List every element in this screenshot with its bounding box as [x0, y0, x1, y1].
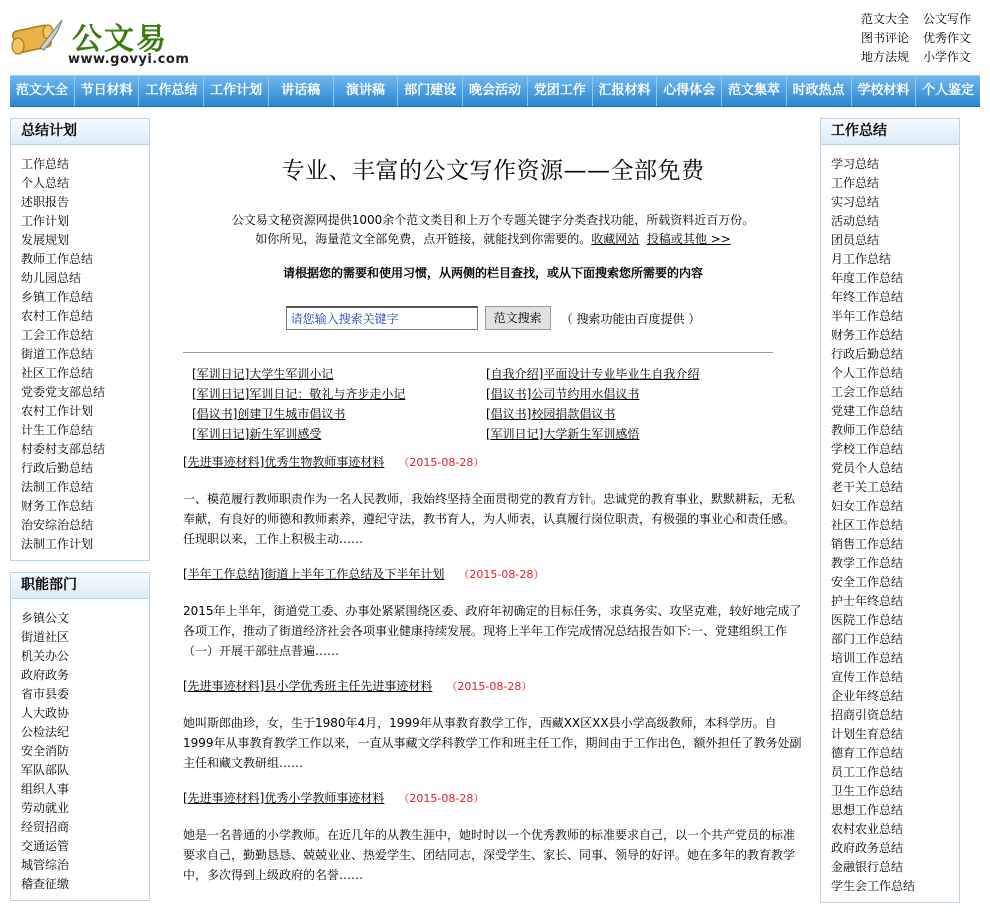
article-title-line [183, 676, 803, 696]
article-title-link[interactable]: 街道上半年工作总结及下半年计划 [264, 567, 445, 581]
sidebar-link[interactable]: 农村工作总结 [21, 309, 94, 323]
featured-title-link[interactable]: 校园捐款倡议书 [531, 407, 616, 421]
sidebar-link[interactable]: 省市县委 [21, 687, 70, 701]
sidebar-link[interactable]: 半年工作总结 [831, 309, 904, 323]
nav-item-wanhui[interactable]: 晚会活动 [463, 76, 528, 106]
sidebar-link[interactable]: 人大政协 [21, 706, 70, 720]
article-date: （2015-08-28） [398, 456, 485, 469]
featured-item [486, 425, 786, 444]
sidebar-link[interactable]: 组织人事 [21, 782, 70, 796]
right-sidebar [820, 118, 960, 914]
nav-item-dangtuan[interactable]: 党团工作 [528, 76, 593, 106]
featured-category-link[interactable]: [倡议书] [192, 407, 238, 421]
sidebar-link[interactable]: 个人工作总结 [831, 366, 904, 380]
top-link[interactable]: 优秀作文 [922, 31, 971, 45]
sidebar-link[interactable]: 治安综治总结 [21, 518, 94, 532]
nav-item-huibao[interactable]: 汇报材料 [593, 76, 658, 106]
sidebar-link[interactable]: 社区工作总结 [831, 518, 904, 532]
box-title: 工作总结 [821, 119, 959, 145]
sidebar-link[interactable]: 劳动就业 [21, 801, 70, 815]
sidebar-link[interactable]: 卫生工作总结 [831, 784, 904, 798]
sidebar-link[interactable]: 农村工作计划 [21, 404, 94, 418]
sidebar-link[interactable]: 宣传工作总结 [831, 670, 904, 684]
sidebar-link[interactable]: 农村农业总结 [831, 822, 904, 836]
featured-item [192, 425, 486, 444]
article-item [183, 452, 803, 549]
sidebar-link[interactable]: 学习总结 [831, 157, 880, 171]
sidebar-link[interactable]: 老干关工总结 [831, 480, 904, 494]
featured-title-link[interactable]: 平面设计专业毕业生自我介绍 [543, 367, 700, 381]
sidebar-link[interactable]: 交通运管 [21, 839, 70, 853]
sidebar-link[interactable]: 员工工作总结 [831, 765, 904, 779]
nav-item-jicui[interactable]: 范文集萃 [722, 76, 787, 106]
top-link[interactable]: 图书评论 [861, 31, 910, 45]
featured-category-link[interactable]: [军训日记] [192, 427, 250, 441]
category-list [821, 145, 959, 902]
sidebar-link[interactable]: 个人总结 [21, 176, 70, 190]
sidebar-link[interactable]: 党建工作总结 [831, 404, 904, 418]
sidebar-link[interactable]: 团员总结 [831, 233, 880, 247]
sidebar-link[interactable]: 军队部队 [21, 763, 70, 777]
article-title-line [183, 452, 803, 472]
nav-item-yanjianggao[interactable]: 演讲稿 [334, 76, 399, 106]
intro-text [183, 211, 803, 249]
box-title: 职能部门 [11, 573, 149, 599]
sidebar-link[interactable]: 行政后勤总结 [831, 347, 904, 361]
brand-name: 公文易 [72, 22, 168, 57]
article-title-link[interactable]: 优秀生物教师事迹材料 [264, 455, 385, 469]
featured-category-link[interactable]: [军训日记] [192, 387, 250, 401]
article-item [183, 564, 803, 661]
sidebar-link[interactable]: 党员个人总结 [831, 461, 904, 475]
sidebar-link[interactable]: 月工作总结 [831, 252, 892, 266]
header [0, 0, 990, 74]
nav-item-gongzuozongjie[interactable]: 工作总结 [139, 76, 204, 106]
sidebar-link[interactable]: 教师工作总结 [21, 252, 94, 266]
sidebar-link[interactable]: 发展规划 [21, 233, 70, 247]
nav-item-fanwendaquan[interactable]: 范文大全 [10, 76, 75, 106]
featured-title-link[interactable]: 大学新生军训感悟 [543, 427, 640, 441]
submit-link[interactable]: 投稿或其他 >> [646, 232, 731, 246]
sidebar-link[interactable]: 学校工作总结 [831, 442, 904, 456]
article-title-line [183, 564, 803, 584]
sidebar-link[interactable]: 财务工作总结 [21, 499, 94, 513]
featured-title-link[interactable]: 创建卫生城市倡议书 [237, 407, 346, 421]
article-category-link[interactable]: [先进事迹材料] [183, 679, 265, 693]
sidebar-link[interactable]: 政府政务总结 [831, 841, 904, 855]
sidebar-link[interactable]: 计划生育总结 [831, 727, 904, 741]
scroll-quill-icon [10, 18, 64, 62]
sidebar-link[interactable]: 安全工作总结 [831, 575, 904, 589]
sidebar-link[interactable]: 法制工作总结 [21, 480, 94, 494]
nav-item-jianding[interactable]: 个人鉴定 [922, 83, 975, 98]
search-instruction: 请根据您的需要和使用习惯，从两侧的栏目查找，或从下面搜索您所需要的内容 [282, 266, 703, 280]
intro-line: 公文易文秘资源网提供1000余个范文类目和上万个专题关键字分类查找功能，所载资料近百万份。 [231, 213, 755, 227]
sidebar-link[interactable]: 工作计划 [21, 214, 70, 228]
top-links-row [861, 48, 971, 67]
top-links-row [861, 10, 971, 29]
article-category-link[interactable]: [先进事迹材料] [183, 791, 265, 805]
top-link[interactable]: 地方法规 [861, 50, 910, 64]
article-category-link[interactable]: [先进事迹材料] [183, 455, 265, 469]
article-summary: 2015年上半年，街道党工委、办事处紧紧围绕区委、政府年初确定的目标任务，求真务实、攻坚克难，较好地完成了各项工作，推动了街道经济社会各项事业健康持续发展。现将上半年工作完成情况总结报告如下:一、党建组织工作（一）开展干部驻点普遍…… [183, 604, 802, 658]
sidebar-link[interactable]: 财务工作总结 [831, 328, 904, 342]
sidebar-link[interactable]: 年度工作总结 [831, 271, 904, 285]
sidebar-link[interactable]: 公检法纪 [21, 725, 70, 739]
sidebar-link[interactable]: 活动总结 [831, 214, 880, 228]
sidebar-link[interactable]: 行政后勤总结 [21, 461, 94, 475]
sidebar-link[interactable]: 计生工作总结 [21, 423, 94, 437]
summary-plan-box [10, 118, 150, 561]
divider [183, 352, 773, 353]
category-list [11, 145, 149, 560]
top-link[interactable]: 公文写作 [922, 12, 971, 26]
sidebar-link[interactable]: 乡镇公文 [21, 611, 70, 625]
featured-title-link[interactable]: 公司节约用水倡议书 [531, 387, 640, 401]
article-summary: 她叫斯郎曲珍，女，生于1980年4月，1999年从事教育教学工作，西藏XX区XX县小学高级教师，本科学历。自1999年从事教育教学工作以来，一直从事藏文学科教学工作和班主任工作，期间由于工作出色，额外担任了教务处副主任和藏文教研组…… [183, 716, 802, 770]
site-domain: www.govyi.com [68, 52, 190, 67]
featured-item [486, 405, 786, 424]
sidebar-link[interactable]: 销售工作总结 [831, 537, 904, 551]
main-content [183, 118, 803, 900]
article-date: （2015-08-28） [398, 792, 485, 805]
article-category-link[interactable]: [半年工作总结] [183, 567, 265, 581]
sidebar-link[interactable]: 乡镇工作总结 [21, 290, 94, 304]
nav-item-shizheng[interactable]: 时政热点 [787, 76, 852, 106]
sidebar-link[interactable]: 社区工作总结 [21, 366, 94, 380]
box-title: 总结计划 [11, 119, 149, 145]
article-summary: 她是一名普通的小学教师。在近几年的从教生涯中，她时时以一个优秀教师的标准要求自己，以一个共产党员的标准要求自己，勤勤恳恳、兢兢业业、热爱学生、团结同志，深受学生、家长、同事、领导的好评。她在多年的教育教学中，多次得到上级政府的名誉…… [183, 828, 796, 882]
sidebar-link[interactable]: 学生会工作总结 [831, 879, 916, 893]
sidebar-link[interactable]: 工作总结 [21, 157, 70, 171]
sidebar-link[interactable]: 教师工作总结 [831, 423, 904, 437]
search-note: （ 搜索功能由百度提供 ） [560, 311, 701, 326]
sidebar-link[interactable]: 思想工作总结 [831, 803, 904, 817]
departments-box [10, 572, 150, 901]
sidebar-link[interactable]: 政府政务 [21, 668, 70, 682]
article-title-link[interactable]: 优秀小学教师事迹材料 [264, 791, 385, 805]
featured-category-link[interactable]: [自我介绍] [486, 367, 544, 381]
bookmark-link[interactable]: 收藏网站 [591, 232, 640, 246]
top-link[interactable]: 小学作文 [922, 50, 971, 64]
intro-text-part: 如你所见，海量范文全部免费，点开链接，就能找到你需要的。 [255, 232, 592, 246]
featured-title-link[interactable]: 军训日记：敬礼与齐步走小记 [249, 387, 406, 401]
page-title: 专业、丰富的公文写作资源——全部免费 [281, 158, 705, 184]
work-summary-box [820, 118, 960, 903]
top-link[interactable]: 范文大全 [861, 12, 910, 26]
nav-item-gongzuojihua[interactable]: 工作计划 [204, 76, 269, 106]
sidebar-link[interactable]: 工会工作总结 [831, 385, 904, 399]
search-bar [183, 306, 803, 330]
featured-title-link[interactable]: 大学生军训小记 [249, 367, 334, 381]
sidebar-link[interactable]: 机关办公 [21, 649, 70, 663]
featured-item [192, 365, 486, 384]
article-item [183, 676, 803, 773]
article-list [183, 452, 803, 885]
sidebar-link[interactable]: 工会工作总结 [21, 328, 94, 342]
sidebar-link[interactable]: 部门工作总结 [831, 632, 904, 646]
article-title-link[interactable]: 县小学优秀班主任先进事迹材料 [264, 679, 433, 693]
sidebar-link[interactable]: 年终工作总结 [831, 290, 904, 304]
sidebar-link[interactable]: 党委党支部总结 [21, 385, 106, 399]
search-button[interactable]: 范文搜索 [485, 306, 551, 330]
nav-item-xinde[interactable]: 心得体会 [657, 76, 722, 106]
sidebar-link[interactable]: 实习总结 [831, 195, 880, 209]
sidebar-link[interactable]: 经贸招商 [21, 820, 70, 834]
sidebar-link[interactable]: 培训工作总结 [831, 651, 904, 665]
sidebar-link[interactable]: 述职报告 [21, 195, 70, 209]
sidebar-link[interactable]: 招商引资总结 [831, 708, 904, 722]
sidebar-link[interactable]: 城管综治 [21, 858, 70, 872]
article-item [183, 788, 803, 885]
sidebar-link[interactable]: 护士年终总结 [831, 594, 904, 608]
search-input[interactable] [286, 306, 478, 330]
featured-item [486, 385, 786, 404]
top-links [861, 10, 971, 67]
nav-item-jianghuagao[interactable]: 讲话稿 [269, 76, 334, 106]
featured-category-link[interactable]: [军训日记] [486, 427, 544, 441]
sidebar-link[interactable]: 教学工作总结 [831, 556, 904, 570]
intro-line [183, 230, 803, 249]
main-nav [10, 75, 980, 107]
site-logo[interactable] [10, 10, 190, 70]
sidebar-link[interactable]: 街道社区 [21, 630, 70, 644]
featured-category-link[interactable]: [军训日记] [192, 367, 250, 381]
featured-category-link[interactable]: [倡议书] [486, 407, 532, 421]
featured-item [486, 365, 786, 384]
featured-category-link[interactable]: [倡议书] [486, 387, 532, 401]
left-sidebar [10, 118, 150, 912]
sidebar-link[interactable]: 妇女工作总结 [831, 499, 904, 513]
featured-links [183, 365, 803, 444]
sidebar-link[interactable]: 工作总结 [831, 176, 880, 190]
article-summary: 一、模范履行教师职责作为一名人民教师，我始终坚持全面贯彻党的教育方针。忠诚党的教育事业，默默耕耘，无私奉献，有良好的师德和教师素养，遵纪守法，教书育人，为人师表，认真履行岗位职责，有极强的事业心和责任感。任现职以来，工作上积极主动…… [183, 492, 796, 546]
sidebar-link[interactable]: 医院工作总结 [831, 613, 904, 627]
nav-item-xuexiao[interactable]: 学校材料 [852, 76, 917, 106]
sidebar-link[interactable]: 法制工作计划 [21, 537, 94, 551]
featured-title-link[interactable]: 新生军训感受 [249, 427, 322, 441]
nav-item-jieri[interactable]: 节日材料 [75, 76, 140, 106]
top-links-row [861, 29, 971, 48]
sidebar-link[interactable]: 德育工作总结 [831, 746, 904, 760]
sidebar-link[interactable]: 稽查征缴 [21, 877, 70, 891]
featured-item [192, 405, 486, 424]
article-title-line [183, 788, 803, 808]
sidebar-link[interactable]: 企业年终总结 [831, 689, 904, 703]
article-date: （2015-08-28） [446, 680, 533, 693]
category-list [11, 599, 149, 900]
sidebar-link[interactable]: 幼儿园总结 [21, 271, 82, 285]
sidebar-link[interactable]: 村委村支部总结 [21, 442, 106, 456]
nav-item-bumen[interactable]: 部门建设 [398, 76, 463, 106]
featured-item [192, 385, 486, 404]
sidebar-link[interactable]: 金融银行总结 [831, 860, 904, 874]
sidebar-link[interactable]: 安全消防 [21, 744, 70, 758]
sidebar-link[interactable]: 街道工作总结 [21, 347, 94, 361]
article-date: （2015-08-28） [458, 568, 545, 581]
